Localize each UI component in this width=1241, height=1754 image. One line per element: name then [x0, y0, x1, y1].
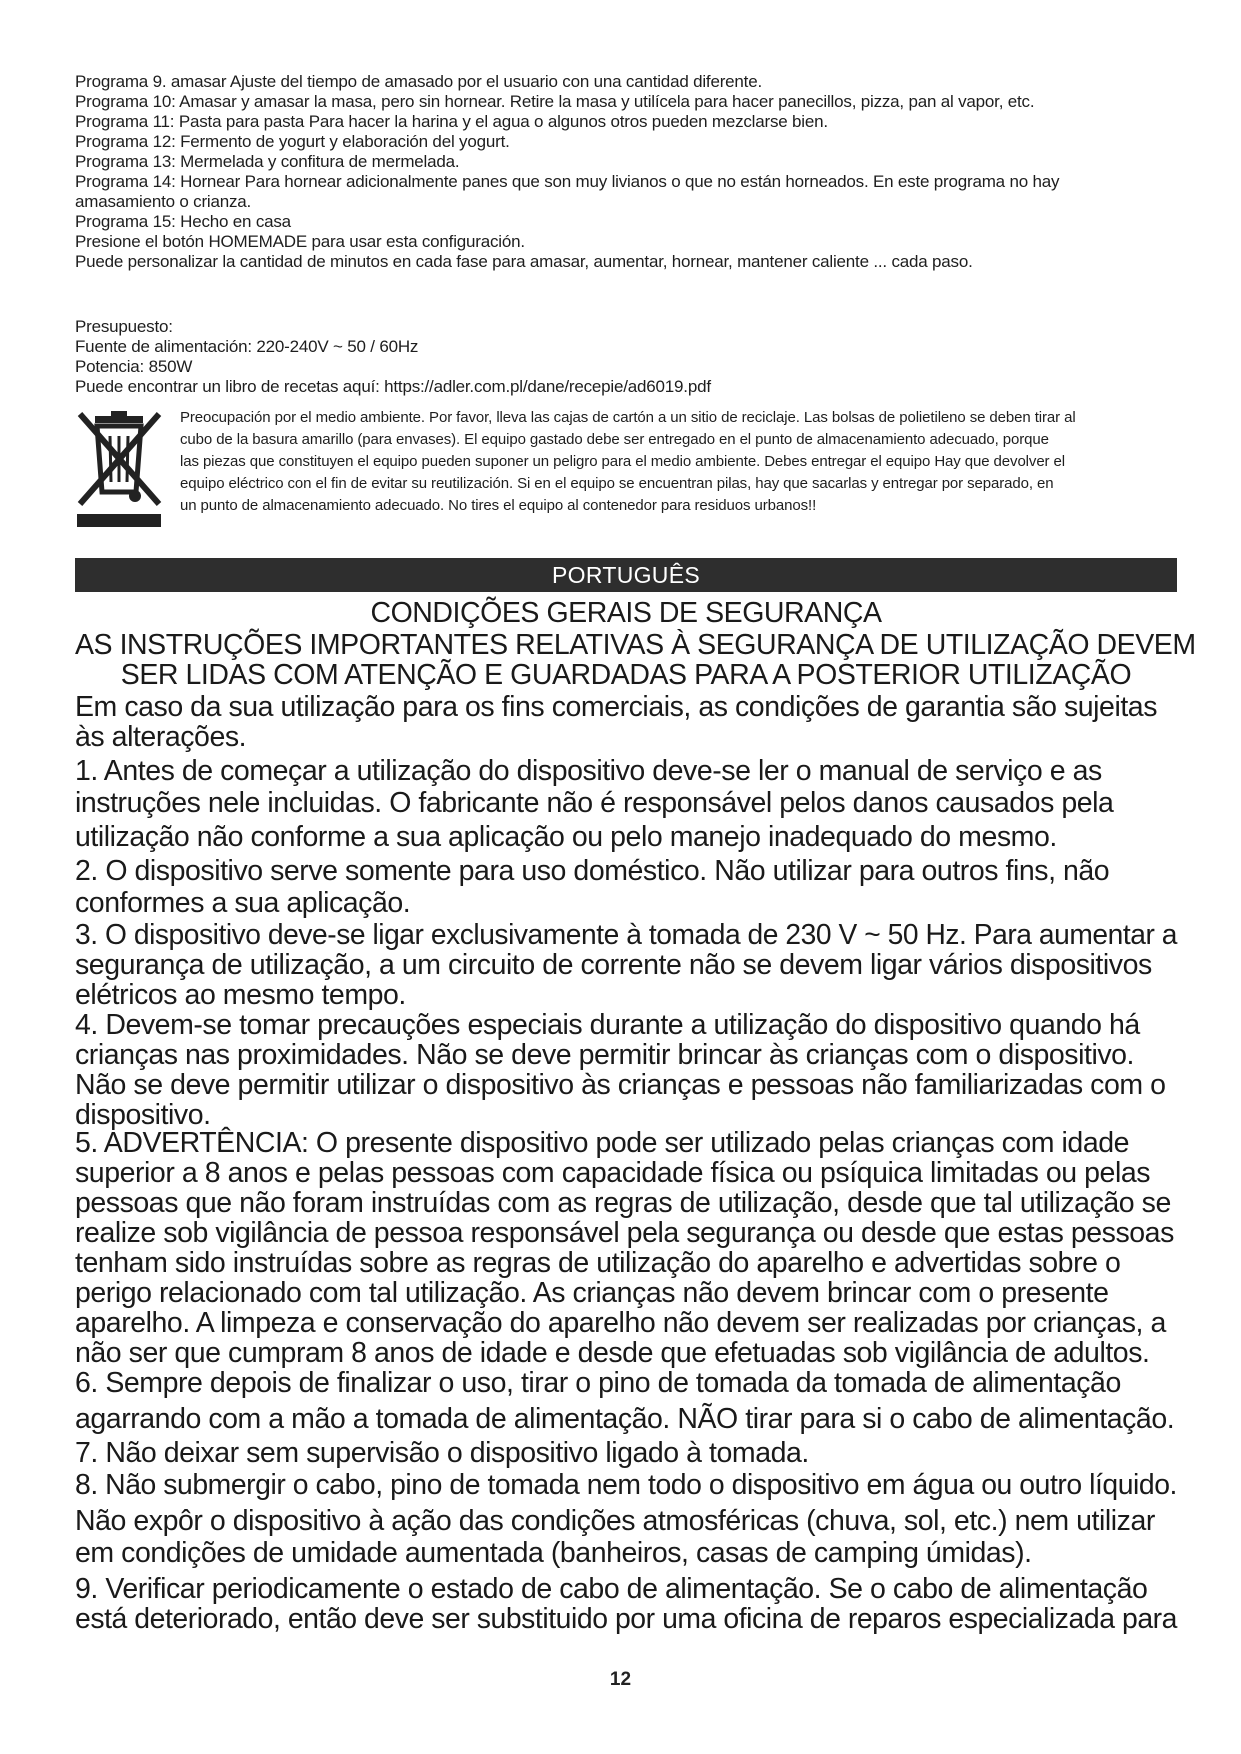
section-header-portuguese: PORTUGUÊS: [75, 558, 1177, 592]
safety-text-line: está deteriorado, então deve ser substituido por uma oficina de reparos especializada para: [75, 1603, 1177, 1635]
recycling-line: las piezas que constituyen el equipo pueden suponer un peligro para el medio ambiente. Debes entregar el equipo Hay que devolver el: [180, 453, 1065, 470]
page-number: 12: [609, 1669, 632, 1690]
safety-text-line: instruções nele incluidas. O fabricante não é responsável pelos danos causados pela: [75, 787, 1114, 819]
program-line: Programa 11: Pasta para pasta Para hacer la harina y el agua o algunos otros pueden mezclarse bien.: [75, 112, 828, 131]
safety-text-line: 9. Verificar periodicamente o estado de cabo de alimentação. Se o cabo de alimentação: [75, 1573, 1148, 1605]
spec-recipe-link: Puede encontrar un libro de recetas aquí: https://adler.com.pl/dane/recepie/ad6019.pdf: [75, 377, 711, 396]
program-line: Programa 12: Fermento de yogurt y elaboración del yogurt.: [75, 132, 510, 151]
safety-text-line: realize sob vigilância de pessoa responsável pela segurança ou desde que estas pessoas: [75, 1217, 1174, 1249]
safety-text-line: 8. Não submergir o cabo, pino de tomada nem todo o dispositivo em água ou outro líquido.: [75, 1469, 1177, 1501]
program-line: Programa 14: Hornear Para hornear adicionalmente panes que son muy livianos o que no están horneados. En este programa no hay: [75, 172, 1060, 191]
program-line: Programa 9. amasar Ajuste del tiempo de amasado por el usuario con una cantidad diferente.: [75, 72, 762, 91]
program-line: Programa 10: Amasar y amasar la masa, pero sin hornear. Retire la masa y utilícela para hacer panecillos, pizza, pan al vapor, etc.: [75, 92, 1035, 111]
safety-text-line: 1. Antes de começar a utilização do dispositivo deve-se ler o manual de serviço e as: [75, 755, 1102, 787]
program-line: Programa 13: Mermelada y confitura de mermelada.: [75, 152, 460, 171]
recycling-notice: [75, 407, 1185, 527]
safety-text-line: crianças nas proximidades. Não se deve permitir brincar às crianças com o dispositivo.: [75, 1039, 1135, 1071]
spanish-program-list: [75, 72, 1185, 272]
recycling-line: cubo de la basura amarillo (para envases). El equipo gastado debe ser entregado en el punto de almacenamiento adecuado, porque: [180, 431, 1049, 448]
spanish-specifications: [75, 317, 1185, 397]
safety-text-line: pessoas que não foram instruídas com as regras de utilização, desde que tal utilização se: [75, 1187, 1171, 1219]
safety-text-line: 3. O dispositivo deve-se ligar exclusivamente à tomada de 230 V ~ 50 Hz. Para aumentar a: [75, 919, 1177, 951]
safety-text-line: 6. Sempre depois de finalizar o uso, tirar o pino de tomada da tomada de alimentação: [75, 1367, 1121, 1399]
section-subtitle-line: AS INSTRUÇÕES IMPORTANTES RELATIVAS À SEGURANÇA DE UTILIZAÇÃO DEVEM: [75, 629, 1196, 661]
safety-text-line: aparelho. A limpeza e conservação do aparelho não devem ser realizadas por crianças, a: [75, 1307, 1166, 1339]
safety-text-line: Não se deve permitir utilizar o dispositivo às crianças e pessoas não familiarizadas com o: [75, 1069, 1166, 1101]
safety-text-line: não ser que cumpram 8 anos de idade e desde que efetuadas sob vigilância de adultos.: [75, 1337, 1150, 1369]
safety-text-line: 4. Devem-se tomar precauções especiais durante a utilização do dispositivo quando há: [75, 1009, 1140, 1041]
safety-text-line: Em caso da sua utilização para os fins comerciais, as condições de garantia são sujeitas: [75, 691, 1157, 723]
safety-text-line: segurança de utilização, a um circuito de corrente não se devem ligar vários dispositivos: [75, 949, 1152, 981]
safety-text-line: Não expôr o dispositivo à ação das condições atmosféricas (chuva, sol, etc.) nem utilizar: [75, 1505, 1155, 1537]
spec-heading: Presupuesto:: [75, 317, 173, 336]
safety-text-line: elétricos ao mesmo tempo.: [75, 979, 406, 1011]
program-line: Programa 15: Hecho en casa: [75, 212, 291, 231]
safety-text-line: 2. O dispositivo serve somente para uso doméstico. Não utilizar para outros fins, não: [75, 855, 1110, 887]
crossed-out-wheelie-bin-icon: [75, 410, 163, 528]
safety-text-line: 5. ADVERTÊNCIA: O presente dispositivo pode ser utilizado pelas crianças com idade: [75, 1127, 1130, 1159]
safety-text-line: às alterações.: [75, 721, 247, 753]
safety-text-line: 7. Não deixar sem supervisão o dispositivo ligado à tomada.: [75, 1437, 809, 1469]
safety-text-line: conformes a sua aplicação.: [75, 887, 411, 919]
recycling-line: equipo eléctrico con el fin de evitar su reutilización. Si en el equipo se encuentran pilas, hay que sacarlas y entregar por separado, en: [180, 475, 1054, 492]
safety-text-line: dispositivo.: [75, 1099, 211, 1131]
safety-text-line: em condições de umidade aumentada (banheiros, casas de camping úmidas).: [75, 1537, 1032, 1569]
safety-text-line: utilização não conforme a sua aplicação ou pelo manejo inadequado do mesmo.: [75, 821, 1057, 853]
safety-text-line: tenham sido instruídas sobre as regras de utilização do aparelho e advertidas sobre o: [75, 1247, 1121, 1279]
recycling-text: [180, 407, 1180, 517]
spec-power: Potencia: 850W: [75, 357, 193, 376]
program-line: amasamiento o crianza.: [75, 192, 252, 211]
program-line: Presione el botón HOMEMADE para usar esta configuración.: [75, 232, 525, 251]
program-line: Puede personalizar la cantidad de minutos en cada fase para amasar, aumentar, hornear, mantener caliente ... cada paso.: [75, 252, 973, 271]
spec-power-supply: Fuente de alimentación: 220-240V ~ 50 / 60Hz: [75, 337, 419, 356]
section-title: CONDIÇÕES GERAIS DE SEGURANÇA: [370, 597, 882, 629]
recycling-line: Preocupación por el medio ambiente. Por favor, lleva las cajas de cartón a un sitio de reciclaje. Las bolsas de polietileno se deben tirar al: [180, 409, 1076, 426]
section-subtitle-line: SER LIDAS COM ATENÇÃO E GUARDADAS PARA A POSTERIOR UTILIZAÇÃO: [120, 659, 1132, 691]
recycling-line: un punto de almacenamiento adecuado. No tires el equipo al contenedor para residuos urbanos!!: [180, 497, 817, 514]
safety-text-line: perigo relacionado com tal utilização. As crianças não devem brincar com o presente: [75, 1277, 1109, 1309]
safety-text-line: superior a 8 anos e pelas pessoas com capacidade física ou psíquica limitadas ou pelas: [75, 1157, 1151, 1189]
safety-text-line: agarrando com a mão a tomada de alimentação. NÃO tirar para si o cabo de alimentação.: [75, 1403, 1175, 1435]
